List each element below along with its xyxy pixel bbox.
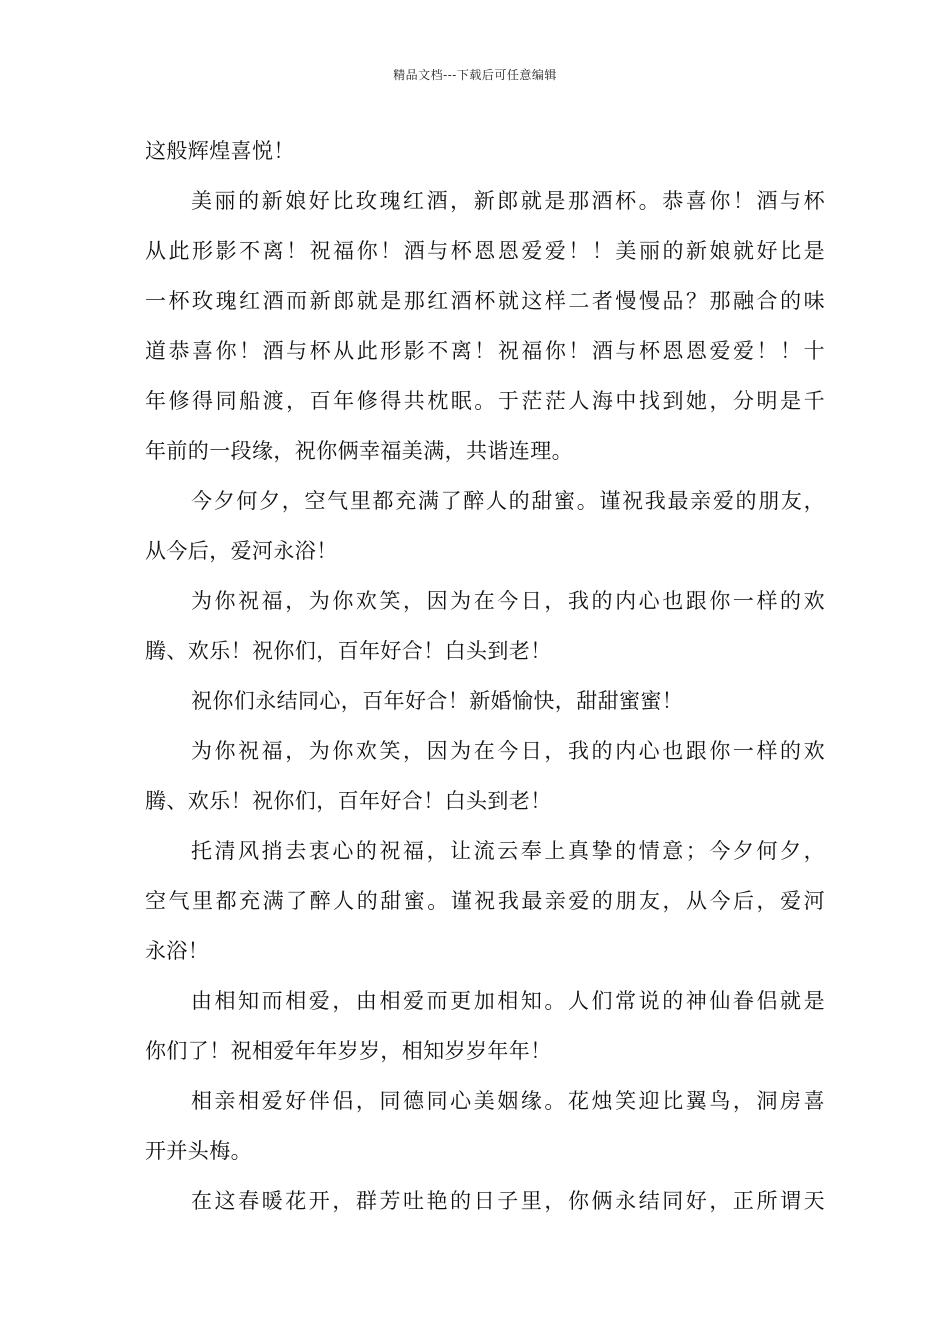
text-line: 由相知而相爱，由相爱而更加相知。人们常说的神仙眷侣就是 <box>191 989 825 1013</box>
document-body <box>145 126 825 1226</box>
text-line: 腾、欢乐！祝你们，百年好合！白头到老！ <box>145 789 552 813</box>
text-line: 年修得同船渡，百年修得共枕眠。于茫茫人海中找到她，分明是千 <box>145 389 825 413</box>
text-line: 你们了！祝相爱年年岁岁，相知岁岁年年！ <box>145 1039 552 1063</box>
text-line: 相亲相爱好伴侣，同德同心美姻缘。花烛笑迎比翼鸟，洞房喜 <box>191 1089 825 1113</box>
text-line: 今夕何夕，空气里都充满了醉人的甜蜜。谨祝我最亲爱的朋友， <box>191 489 825 513</box>
text-line: 空气里都充满了醉人的甜蜜。谨祝我最亲爱的朋友，从今后，爱河 <box>145 889 825 913</box>
text-line: 年前的一段缘，祝你俩幸福美满，共谐连理。 <box>145 439 573 463</box>
text-line: 为你祝福，为你欢笑，因为在今日，我的内心也跟你一样的欢 <box>191 739 825 763</box>
text-line: 从此形影不离！祝福你！酒与杯恩恩爱爱！！美丽的新娘就好比是 <box>145 239 825 263</box>
text-line: 祝你们永结同心，百年好合！新婚愉快，甜甜蜜蜜！ <box>191 689 684 713</box>
text-line: 腾、欢乐！祝你们，百年好合！白头到老！ <box>145 639 552 663</box>
text-line: 开并头梅。 <box>145 1139 252 1163</box>
text-line: 一杯玫瑰红酒而新郎就是那红酒杯就这样二者慢慢品？那融合的味 <box>145 289 825 313</box>
text-line: 从今后，爱河永浴！ <box>145 539 338 563</box>
text-line: 这般辉煌喜悦！ <box>145 139 295 163</box>
text-line: 为你祝福，为你欢笑，因为在今日，我的内心也跟你一样的欢 <box>191 589 825 613</box>
text-line: 道恭喜你！酒与杯从此形影不离！祝福你！酒与杯恩恩爱爱！！十 <box>145 339 825 363</box>
text-line: 托清风捎去衷心的祝福，让流云奉上真挚的情意；今夕何夕， <box>191 839 825 863</box>
text-line: 永浴！ <box>145 939 210 963</box>
text-line: 美丽的新娘好比玫瑰红酒，新郎就是那酒杯。恭喜你！酒与杯 <box>191 189 825 213</box>
page-header: 精品文档---下载后可任意编辑 <box>393 68 557 82</box>
text-line: 在这春暖花开，群芳吐艳的日子里，你俩永结同好，正所谓天 <box>191 1189 825 1213</box>
